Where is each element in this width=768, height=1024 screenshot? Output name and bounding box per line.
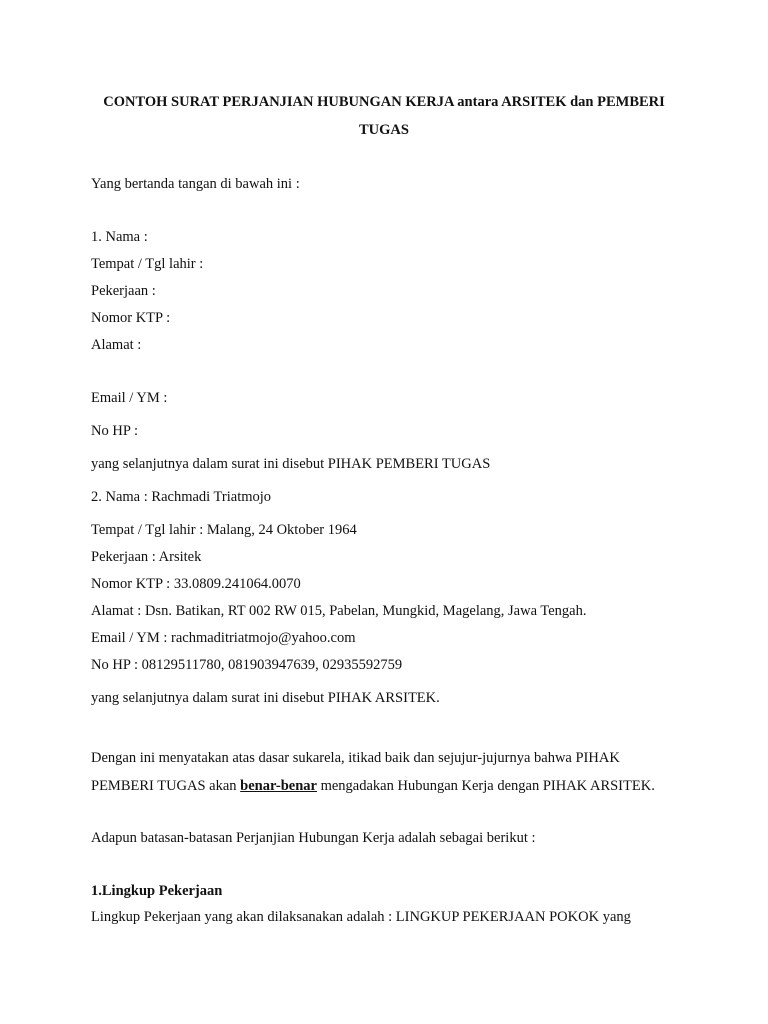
party2-hp: No HP : 08129511780, 081903947639, 02935592759 xyxy=(91,657,403,673)
party1-email: Email / YM : xyxy=(91,390,168,406)
party1-designation: yang selanjutnya dalam surat ini disebut PIHAK PEMBERI TUGAS xyxy=(91,456,491,472)
party2-ktp: Nomor KTP : 33.0809.241064.0070 xyxy=(91,576,301,592)
party1-pekerjaan: Pekerjaan : xyxy=(91,283,156,299)
party2-ttl: Tempat / Tgl lahir : Malang, 24 Oktober 1964 xyxy=(91,522,357,538)
section1-text: Lingkup Pekerjaan yang akan dilaksanakan adalah : LINGKUP PEKERJAAN POKOK yang xyxy=(91,909,631,925)
party1-ttl: Tempat / Tgl lahir : xyxy=(91,256,204,272)
party2-alamat: Alamat : Dsn. Batikan, RT 002 RW 015, Pabelan, Mungkid, Magelang, Jawa Tengah. xyxy=(91,603,587,619)
party2-email: Email / YM : rachmaditriatmojo@yahoo.com xyxy=(91,630,356,646)
section1-heading: 1.Lingkup Pekerjaan xyxy=(91,883,223,899)
party2-pekerjaan: Pekerjaan : Arsitek xyxy=(91,549,202,565)
intro-text: Yang bertanda tangan di bawah ini : xyxy=(91,176,300,192)
party1-alamat: Alamat : xyxy=(91,337,142,353)
party2-nama: 2. Nama : Rachmadi Triatmojo xyxy=(91,489,272,505)
statement-line2 xyxy=(91,777,655,795)
statement-line2-pre: PEMBERI TUGAS akan xyxy=(91,778,241,794)
document-title-line2: TUGAS xyxy=(359,122,409,138)
statement-emphasis: benar-benar xyxy=(240,778,317,794)
party1-nama: 1. Nama : xyxy=(91,229,148,245)
limits-intro: Adapun batasan-batasan Perjanjian Hubungan Kerja adalah sebagai berikut : xyxy=(91,830,536,846)
statement-line2-post: mengadakan Hubungan Kerja dengan PIHAK ARSITEK. xyxy=(316,778,655,794)
statement-line1: Dengan ini menyatakan atas dasar sukarela, itikad baik dan sejujur-jujurnya bahwa PIHAK xyxy=(91,750,620,766)
document-title-line1: CONTOH SURAT PERJANJIAN HUBUNGAN KERJA antara ARSITEK dan PEMBERI xyxy=(103,94,665,110)
party1-hp: No HP : xyxy=(91,423,138,439)
party2-designation: yang selanjutnya dalam surat ini disebut PIHAK ARSITEK. xyxy=(91,690,440,706)
party1-ktp: Nomor KTP : xyxy=(91,310,171,326)
